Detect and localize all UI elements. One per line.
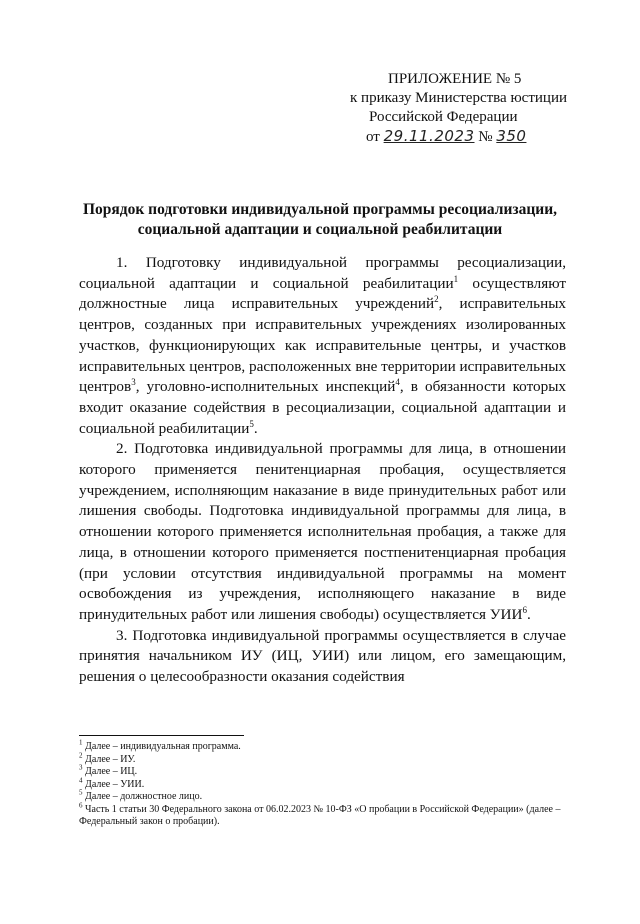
footnote-text: Далее – ИУ. xyxy=(82,753,136,765)
date-number-line xyxy=(300,127,600,147)
footnote-number: 1 xyxy=(79,738,83,747)
footnote-number: 2 xyxy=(79,751,83,760)
footnote-ref-5: 5 xyxy=(249,418,254,429)
number-value: 350 xyxy=(496,127,527,145)
document-title xyxy=(60,200,580,240)
footnote-text: Часть 1 статьи 30 Федерального закона от 06.02.2023 № 10-ФЗ «О пробации в Российской Федерации» (далее – Федеральный закон о пробации). xyxy=(79,803,561,827)
footnote-text: Далее – должностное лицо. xyxy=(82,791,203,802)
paragraph-3-text: 3. Подготовка индивидуальной программы осуществляется в случае принятия начальником ИУ (ИЦ, УИИ) или лицом, его замещающим, решения о целесообразности оказания содействия xyxy=(79,626,566,686)
footnote-text: Далее – индивидуальная программа. xyxy=(82,741,241,752)
paragraph-1-text-b: осуществляют должностные лица исправительных учреждений xyxy=(79,274,566,313)
footnote-6 xyxy=(79,801,569,829)
footnote-ref-1: 1 xyxy=(453,273,459,284)
footnote-5 xyxy=(79,788,569,804)
footnote-number: 3 xyxy=(79,763,83,772)
footnote-text: Далее – ИЦ. xyxy=(82,766,138,777)
footnote-separator xyxy=(79,735,244,736)
document-header xyxy=(300,70,600,147)
paragraph-1-text-f: . xyxy=(253,419,258,437)
footnote-number: 4 xyxy=(79,776,83,785)
footnote-ref-6: 6 xyxy=(522,604,527,615)
footnote-ref-2: 2 xyxy=(434,294,439,305)
order-reference: к приказу Министерства юстиции xyxy=(350,90,567,106)
title-line-1: Порядок подготовки индивидуальной программы ресоциализации, xyxy=(82,201,558,218)
paragraph-1 xyxy=(79,253,566,439)
date-value: 29.11.2023 xyxy=(383,127,475,145)
paragraph-2-text-b: . xyxy=(526,605,531,623)
paragraph-1-text-a: 1. Подготовку индивидуальной программы ресоциализации, социальной адаптации и социальной реабилитации xyxy=(79,254,566,292)
footnote-3 xyxy=(79,763,569,779)
footnote-number: 5 xyxy=(79,788,83,797)
paragraph-1-text-e: , в обязанности которых входит оказание содействия в ресоциализации, социальной адаптации и социальной реабилитации xyxy=(79,378,566,437)
footnote-2 xyxy=(79,751,569,767)
paragraph-1-text-d: , уголовно-исполнительных инспекций xyxy=(135,378,396,396)
paragraph-1-text-c: , исправительных центров, созданных при исправительных учреждениях изолированных участков, функционирующих как исправительные центры, и участков исправительных центров, расположенных вне территории исправительных центров xyxy=(79,295,566,396)
footnotes xyxy=(79,738,569,829)
appendix-label: ПРИЛОЖЕНИЕ № 5 xyxy=(388,71,522,87)
paragraph-3 xyxy=(79,626,566,688)
footnote-number: 6 xyxy=(79,801,83,810)
title-line-2: социальной адаптации и социальной реабилитации xyxy=(137,221,503,238)
paragraph-2-text-a: 2. Подготовка индивидуальной программы для лица, в отношении которого применяется пенитенциарная пробация, осуществляется учреждением, исполняющим наказание в виде принудительных работ или лишения свободы. Подготовка индивидуальной программы для лица, в отношении которого применяется исполнительная пробация, а также для лица, в отношении которого применяется постпенитенциарная пробация (при условии отсутствия индивидуальной программы на момент освобождения из учреждения, исполняющего наказание в виде принудительных работ или лишения свободы) осуществляется УИИ xyxy=(79,440,566,623)
paragraph-2 xyxy=(79,439,566,625)
footnote-ref-4: 4 xyxy=(395,377,400,388)
number-prefix: № xyxy=(478,129,493,145)
footnote-4 xyxy=(79,776,569,792)
federation-label: Российской Федерации xyxy=(369,109,518,125)
date-prefix: от xyxy=(366,129,380,145)
footnote-ref-3: 3 xyxy=(131,377,136,388)
document-body xyxy=(79,253,566,688)
footnote-1 xyxy=(79,738,569,754)
footnote-text: Далее – УИИ. xyxy=(82,778,145,790)
